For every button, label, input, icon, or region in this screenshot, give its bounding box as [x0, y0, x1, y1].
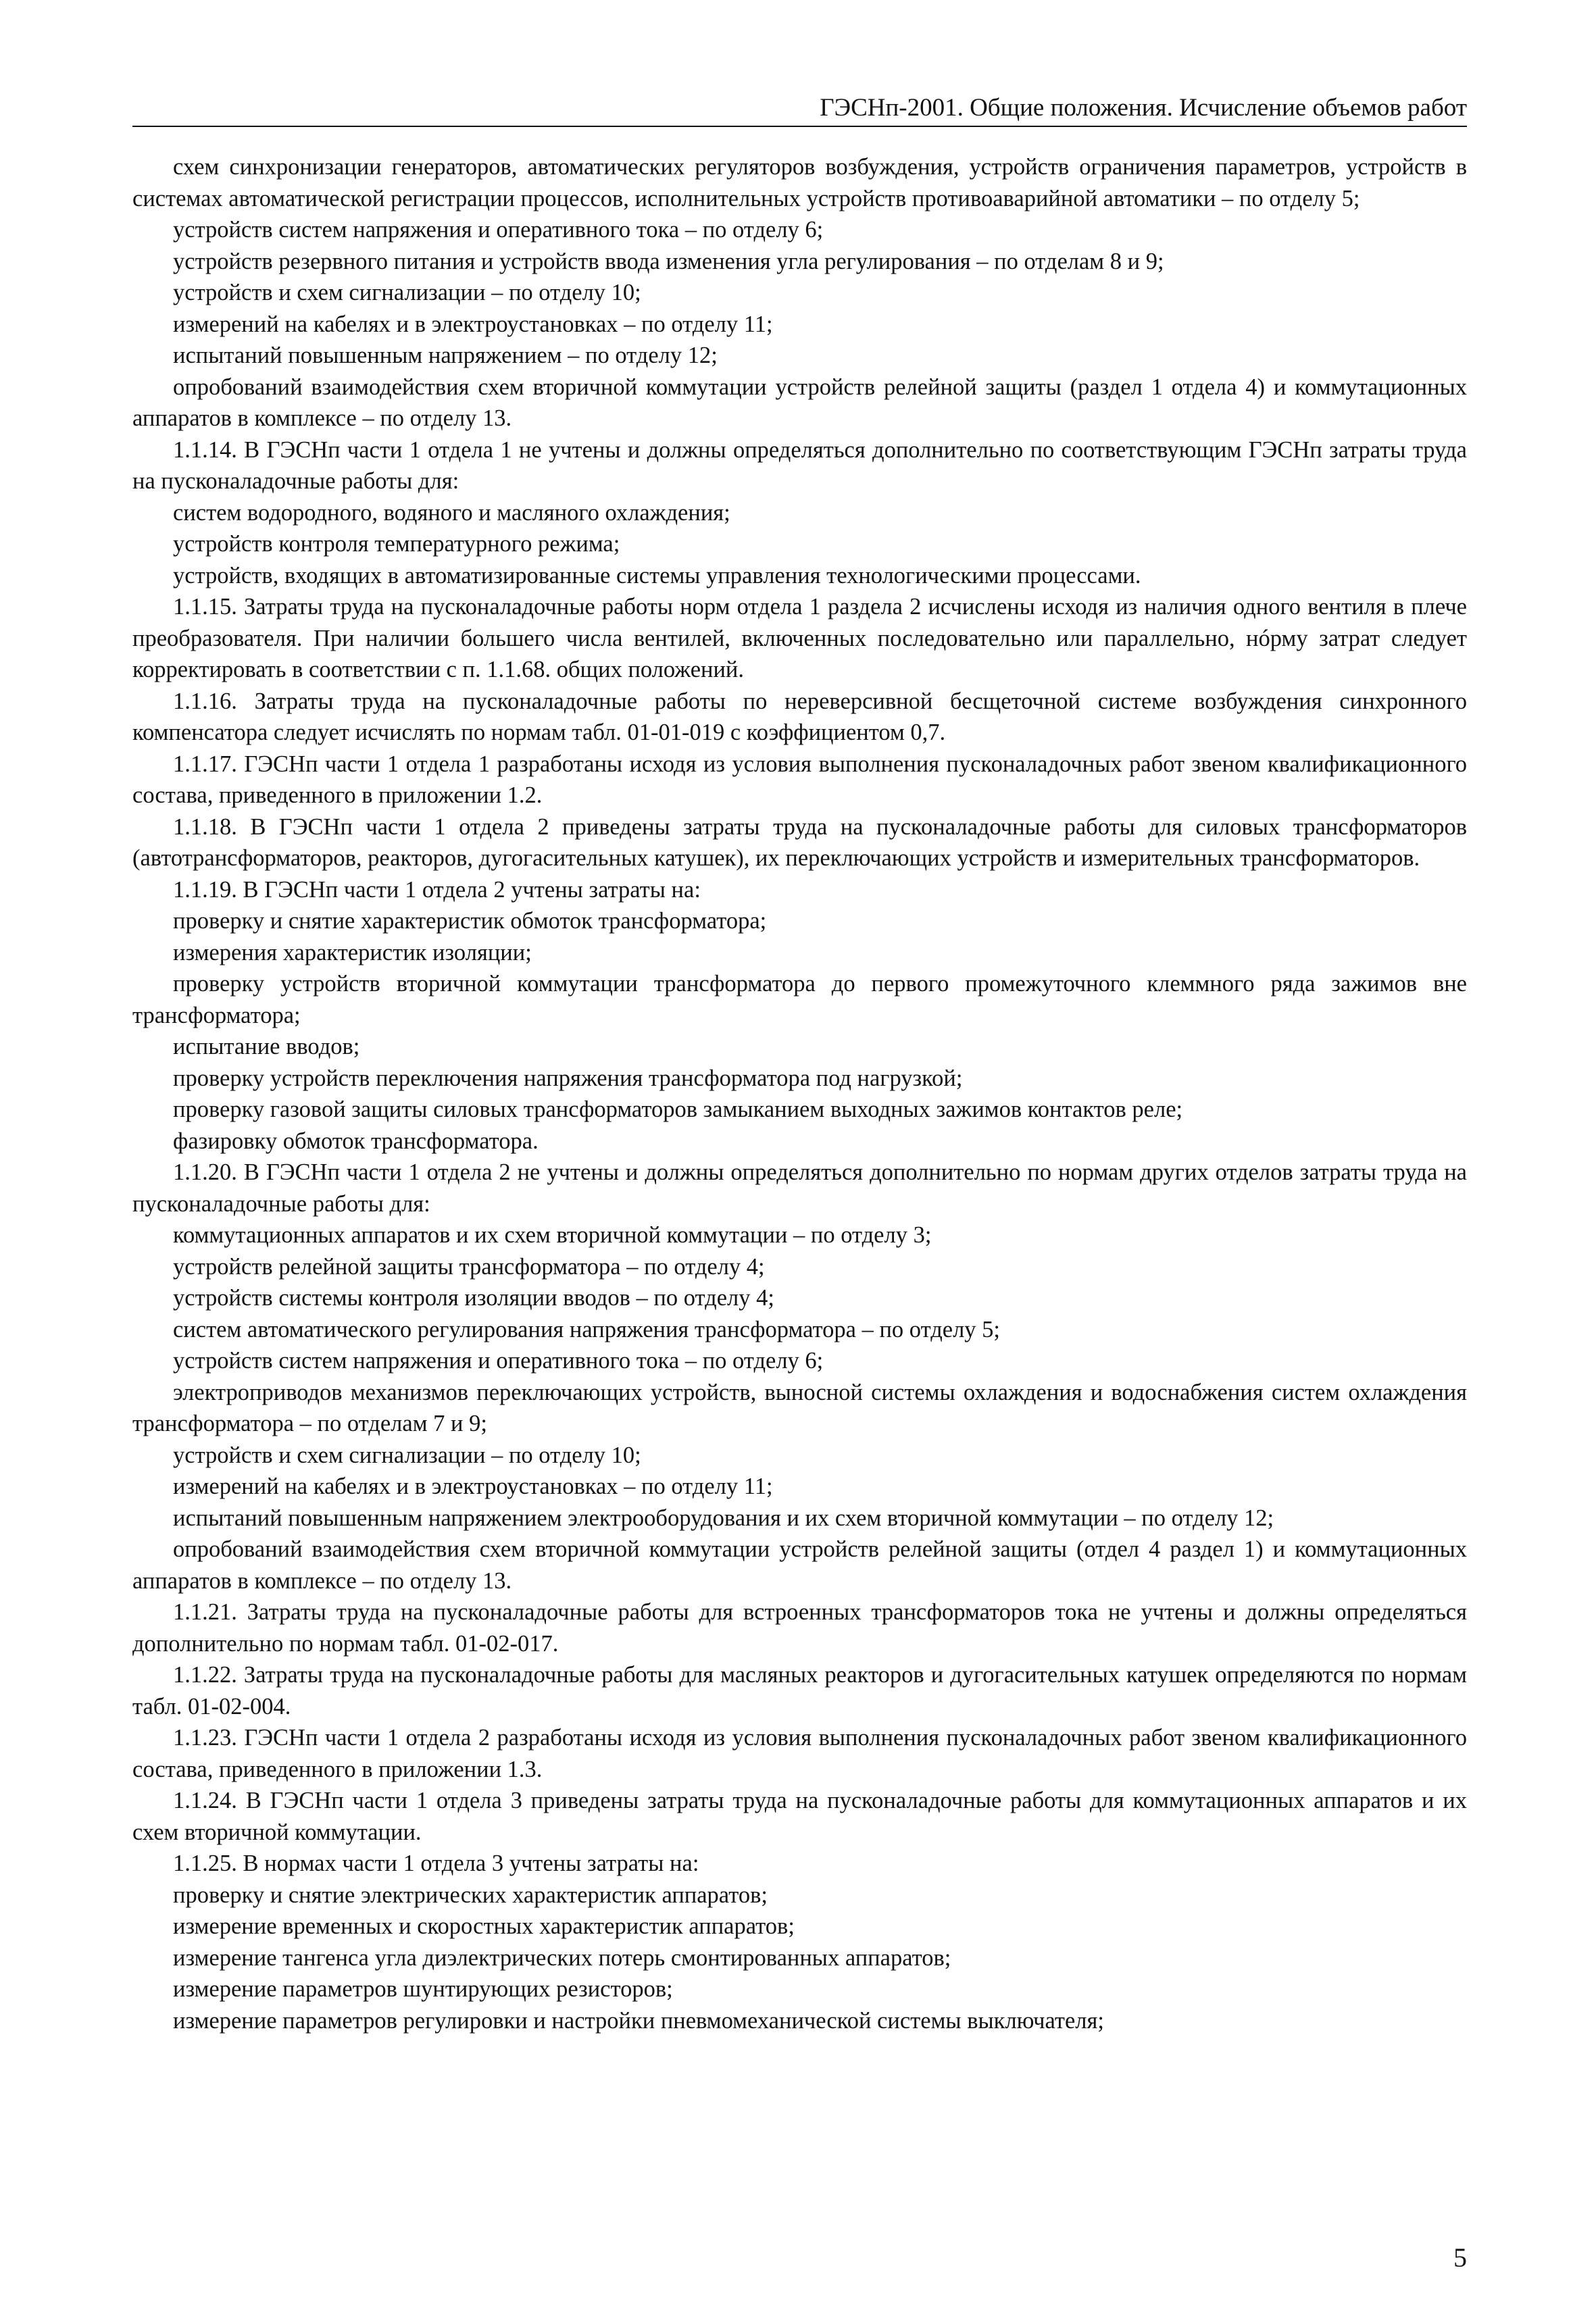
paragraph: испытаний повышенным напряжением электрооборудования и их схем вторичной коммутации – по отделу 12;	[173, 1505, 1274, 1531]
body-text	[132, 151, 1467, 2036]
paragraph: устройств систем напряжения и оперативного тока – по отделу 6;	[173, 217, 824, 243]
paragraph: систем автоматического регулирования напряжения трансформатора – по отделу 5;	[173, 1316, 1001, 1342]
paragraph: электроприводов механизмов переключающих устройств, выносной системы охлаждения и водоснабжения систем охлаждения трансформатора – по отделам 7 и 9;	[132, 1379, 1467, 1436]
paragraph: проверку устройств переключения напряжения трансформатора под нагрузкой;	[173, 1065, 963, 1091]
paragraph: проверку и снятие электрических характеристик аппаратов;	[173, 1882, 768, 1908]
paragraph: коммутационных аппаратов и их схем вторичной коммутации – по отделу 3;	[173, 1222, 932, 1248]
paragraph: устройств резервного питания и устройств ввода изменения угла регулирования – по отделам 8 и 9;	[173, 248, 1164, 274]
paragraph: 1.1.17. ГЭСНп части 1 отдела 1 разработаны исходя из условия выполнения пусконаладочных работ звеном квалификационного состава, приведенного в приложении 1.2.	[132, 751, 1467, 808]
paragraph: устройств и схем сигнализации – по отделу 10;	[173, 280, 641, 305]
paragraph: устройств контроля температурного режима;	[173, 531, 620, 557]
paragraph: 1.1.16. Затраты труда на пусконаладочные работы по нереверсивной бесщеточной системе возбуждения синхронного компенсатора следует исчислять по нормам табл. 01-01-019 с коэффициентом 0,7.	[132, 688, 1467, 745]
paragraph: проверку газовой защиты силовых трансформаторов замыканием выходных зажимов контактов реле;	[173, 1097, 1183, 1122]
paragraph: измерение параметров регулировки и настройки пневмомеханической системы выключателя;	[173, 2007, 1104, 2034]
paragraph: 1.1.15. Затраты труда на пусконаладочные работы норм отдела 1 раздела 2 исчислены исходя из наличия одного вентиля в плече преобразователя. При наличии большего числа вентилей, включенных последовательно или параллельно, нóрму затрат следует корректировать в соответствии с п. 1.1.68. общих положений.	[132, 594, 1467, 682]
paragraph: схем синхронизации генераторов, автоматических регуляторов возбуждения, устройств ограничения параметров, устройств в системах автоматической регистрации процессов, исполнительных устройств противоаварийной автоматики – по отделу 5;	[132, 154, 1467, 211]
paragraph: устройств системы контроля изоляции вводов – по отделу 4;	[173, 1285, 774, 1311]
paragraph: 1.1.14. В ГЭСНп части 1 отдела 1 не учтены и должны определяться дополнительно по соответствующим ГЭСНп затраты труда на пусконаладочные работы для:	[132, 436, 1467, 494]
page-number: 5	[1453, 2242, 1467, 2273]
paragraph: 1.1.21. Затраты труда на пусконаладочные работы для встроенных трансформаторов тока не учтены и должны определяться дополнительно по нормам табл. 01-02-017.	[132, 1599, 1467, 1657]
paragraph: 1.1.22. Затраты труда на пусконаладочные работы для масляных реакторов и дугогасительных катушек определяются по нормам табл. 01-02-004.	[132, 1662, 1467, 1719]
paragraph: измерений на кабелях и в электроустановках – по отделу 11;	[173, 1474, 773, 1499]
paragraph: 1.1.23. ГЭСНп части 1 отдела 2 разработаны исходя из условия выполнения пусконаладочных работ звеном квалификационного состава, приведенного в приложении 1.3.	[132, 1725, 1467, 1782]
paragraph: 1.1.18. В ГЭСНп части 1 отдела 2 приведены затраты труда на пусконаладочные работы для силовых трансформаторов (автотрансформаторов, реакторов, дугогасительных катушек), их переключающих устройств и измерительных трансформаторов.	[132, 813, 1467, 871]
paragraph: измерение параметров шунтирующих резисторов;	[173, 1976, 673, 2002]
paragraph: испытаний повышенным напряжением – по отделу 12;	[173, 343, 718, 368]
paragraph: измерение временных и скоростных характеристик аппаратов;	[173, 1913, 795, 1939]
paragraph: измерений на кабелях и в электроустановках – по отделу 11;	[173, 311, 773, 337]
paragraph: фазировку обмоток трансформатора.	[173, 1128, 539, 1154]
paragraph: 1.1.24. В ГЭСНп части 1 отдела 3 приведены затраты труда на пусконаладочные работы для коммутационных аппаратов и их схем вторичной коммутации.	[132, 1788, 1467, 1845]
paragraph: проверку и снятие характеристик обмоток трансформатора;	[173, 908, 767, 934]
paragraph: проверку устройств вторичной коммутации трансформатора до первого промежуточного клеммного ряда зажимов вне трансформатора;	[132, 971, 1467, 1028]
paragraph: опробований взаимодействия схем вторичной коммутации устройств релейной защиты (раздел 1 отдела 4) и коммутационных аппаратов в комплексе – по отделу 13.	[132, 374, 1467, 431]
running-header: ГЭСНп-2001. Общие положения. Исчисление объемов работ	[132, 93, 1467, 127]
paragraph: систем водородного, водяного и масляного охлаждения;	[173, 499, 730, 526]
paragraph: устройств, входящих в автоматизированные системы управления технологическими процессами.	[173, 562, 1141, 588]
paragraph: испытание вводов;	[173, 1034, 360, 1059]
paragraph: измерения характеристик изоляции;	[173, 939, 532, 965]
paragraph: устройств и схем сигнализации – по отделу 10;	[173, 1442, 641, 1468]
paragraph: опробований взаимодействия схем вторичной коммутации устройств релейной защиты (отдел 4 раздел 1) и коммутационных аппаратов в комплексе – по отделу 13.	[132, 1536, 1467, 1594]
paragraph: устройств систем напряжения и оперативного тока – по отделу 6;	[173, 1348, 824, 1374]
paragraph: устройств релейной защиты трансформатора – по отделу 4;	[173, 1253, 765, 1280]
paragraph: измерение тангенса угла диэлектрических потерь смонтированных аппаратов;	[173, 1944, 951, 1971]
paragraph: 1.1.25. В нормах части 1 отдела 3 учтены затраты на:	[173, 1851, 699, 1876]
paragraph: 1.1.19. В ГЭСНп части 1 отдела 2 учтены затраты на:	[173, 876, 701, 903]
paragraph: 1.1.20. В ГЭСНп части 1 отдела 2 не учтены и должны определяться дополнительно по нормам других отделов затраты труда на пусконаладочные работы для:	[132, 1159, 1467, 1217]
